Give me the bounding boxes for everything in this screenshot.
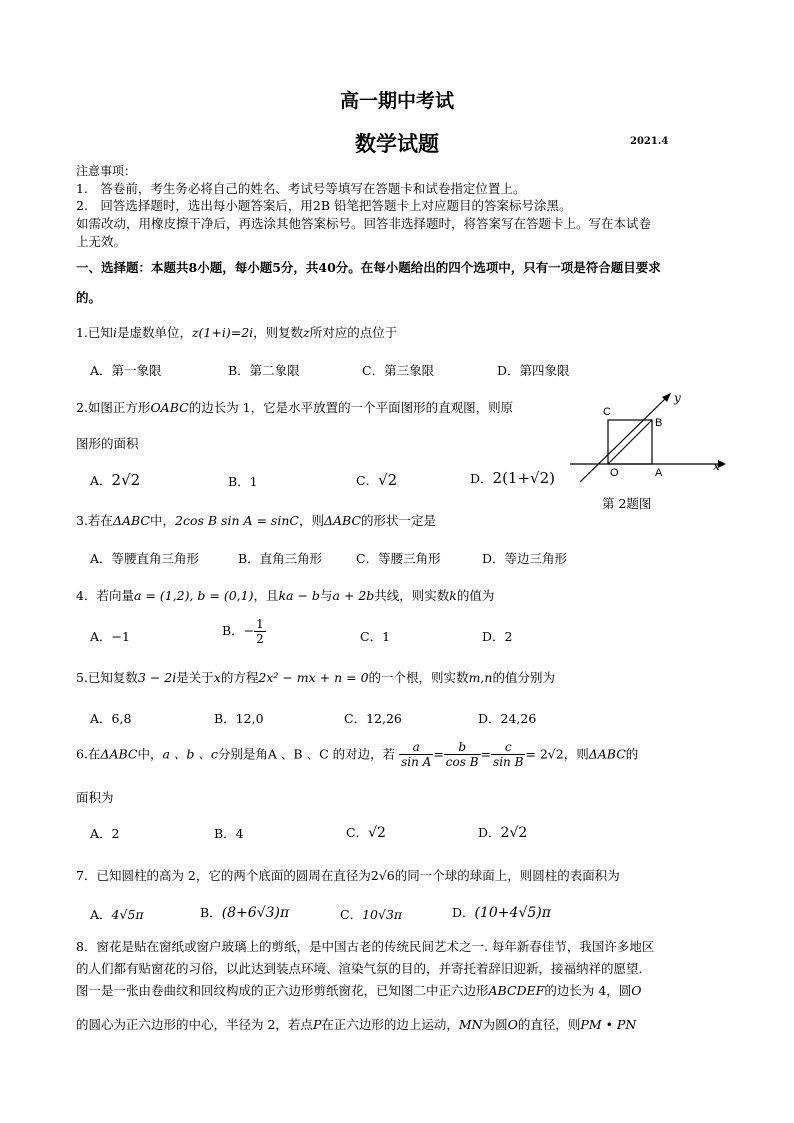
q3-option-c: C．等腰三角形 <box>356 551 441 566</box>
diagonal-ob <box>608 420 652 464</box>
notice-item-3b: 上无效。 <box>76 234 127 249</box>
exam-title: 高一期中考试 <box>339 90 454 112</box>
q5-stem: 5.已知复数3 − 2i是关于x的方程2x² − mx + n = 0的一个根，则实数m,n的值分别为 <box>76 670 555 685</box>
q2-figure-caption: 第 2题图 <box>602 496 652 511</box>
q7-option-c: C．10√3π <box>340 907 403 922</box>
q5-option-b: B．12,0 <box>214 711 264 726</box>
q2-option-d: D．2(1+√2) <box>470 469 555 487</box>
q1-option-c: C．第三象限 <box>362 363 435 378</box>
label-a: A <box>655 467 663 479</box>
q3-stem: 3.若在ΔABC中，2cos B sin A = sinC，则ΔABC的形状一定是 <box>76 513 437 528</box>
q4-option-a: A．−1 <box>90 629 130 644</box>
notice-item-2: 2. 回答选择题时，选出每小题答案后，用2B 铅笔把答题卡上对应题目的答案标号涂黑。 <box>76 198 572 213</box>
q2-stem: 2.如图正方形OABC的边长为 1，它是水平放置的一个平面图形的直观图，则原 <box>76 400 514 415</box>
q4-option-b: B．− $\frac{1}{2}$ <box>222 617 264 646</box>
q3-option-b: B．直角三角形 <box>238 551 323 566</box>
q6-option-c: C．√2 <box>346 825 386 841</box>
section-heading-line1: 一、选择题：本题共8小题，每小题5分，共40分。在每小题给出的四个选项中，只有一项是符合题目要求 <box>76 260 661 275</box>
q6-stem-2: 面积为 <box>76 790 114 805</box>
label-b: B <box>655 417 663 429</box>
q4-stem: 4．若向量a = (1,2), b = (0,1)，且ka − b与a + 2b共线，则实数k的值为 <box>76 588 495 603</box>
q5-option-a: A．6,8 <box>90 711 132 726</box>
q3-option-d: D．等边三角形 <box>482 551 568 566</box>
exam-date: 2021.4 <box>630 136 669 147</box>
q7-option-a: A．4√5π <box>90 907 144 922</box>
q6-option-a: A．2 <box>90 826 120 841</box>
q7-stem: 7．已知圆柱的高为 2，它的两个底面的圆周在直径为2√6的同一个球的球面上，则圆柱的表面积为 <box>76 868 620 883</box>
label-x: x <box>713 459 720 473</box>
q4-option-c: C．1 <box>360 629 391 644</box>
q1-option-a: A．第一象限 <box>90 363 162 378</box>
q7-option-b: B．(8+6√3)π <box>200 905 290 921</box>
q8-line-3: 图一是一张由卷曲纹和回纹构成的正六边形剪纸窗花，已知图二中正六边形ABCDEF的边长为 4，圆O <box>76 983 642 998</box>
y-axis <box>580 398 666 482</box>
q1-option-b: B．第二象限 <box>228 363 300 378</box>
notice-heading: 注意事项： <box>76 164 137 178</box>
q8-line-2: 的人们都有贴窗花的习俗，以此达到装点环境、渲染气氛的目的，并寄托着辞旧迎新，接福纳祥的愿望. <box>76 961 643 976</box>
notice-item-3a: 如需改动，用橡皮擦干净后，再选涂其他答案标号。回答非选择题时，将答案写在答题卡上。写在本试卷 <box>76 216 652 231</box>
q1-option-d: D．第四象限 <box>497 363 570 378</box>
label-y: y <box>674 391 681 405</box>
q3-option-a: A．等腰直角三角形 <box>90 551 200 566</box>
label-o: O <box>610 467 619 479</box>
q8-line-4: 的圆心为正六边形的中心，半径为 2，若点P在正六边形的边上运动，MN为圆O的直径，则PM • PN <box>76 1017 637 1032</box>
q6-stem: 6.在ΔABC中，a 、b 、c分别是角A 、B 、C 的对边，若 $\frac{a}{\text{sin A}}$ = $\frac{b}{\text{cos B}}$ = $\frac{c}{\text{sin B}}$ = 2√2，则ΔABC的 <box>76 740 639 769</box>
q5-option-d: D．24,26 <box>478 711 537 726</box>
q2-stem-2: 图形的面积 <box>76 436 139 451</box>
q6-option-b: B．4 <box>214 826 244 841</box>
section-heading-line2: 的。 <box>76 290 102 305</box>
exam-subtitle: 数学试题 <box>355 131 439 156</box>
q7-option-d: D．(10+4√5)π <box>452 905 551 921</box>
q2-option-a: A．2√2 <box>90 471 141 489</box>
q6-option-d: D．2√2 <box>478 825 528 841</box>
notice-item-1: 1. 答卷前，考生务必将自己的姓名、考试号等填写在答题卡和试卷指定位置上。 <box>76 181 526 196</box>
q8-line-1: 8．窗花是贴在窗纸或窗户玻璃上的剪纸，是中国古老的传统民间艺术之一. 每年新春佳节，我国许多地区 <box>76 939 655 954</box>
label-c: C <box>603 406 611 418</box>
q2-figure <box>570 390 730 490</box>
q2-option-b: B．1 <box>228 474 258 489</box>
q2-option-c: C．√2 <box>356 471 398 489</box>
q4-option-d: D．2 <box>482 629 513 644</box>
q5-option-c: C．12,26 <box>344 711 402 726</box>
q1-stem: 1.已知i是虚数单位，z(1+i)=2i，则复数z所对应的点位于 <box>76 325 398 340</box>
